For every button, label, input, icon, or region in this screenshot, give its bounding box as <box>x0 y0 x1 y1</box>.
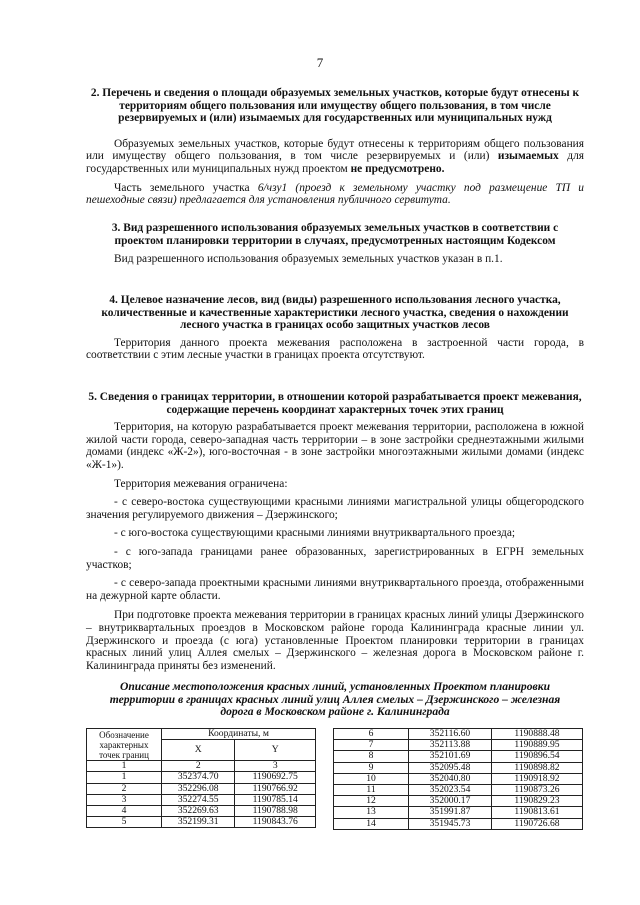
section-3 <box>86 222 584 266</box>
column-number-3: 3 <box>235 761 316 772</box>
table-cell: 1190813.61 <box>491 807 582 818</box>
header-x: X <box>162 740 235 761</box>
table-row <box>334 729 583 740</box>
section-3-paragraph-1: Вид разрешенного использования образуемых земельных участков указан в п.1. <box>114 253 503 266</box>
table-row <box>87 783 316 794</box>
table-cell: 3 <box>87 794 162 805</box>
table-cell: 1190843.76 <box>235 817 316 828</box>
coordinates-table-left <box>86 728 316 828</box>
section-2-heading: 2. Перечень и сведения о площади образуемых земельных участков, которые будут отнесены к территориям общего пользования или имуществу общего пользования, в том числе резервируемых и (или) изымаемых для государственных или муниципальных нужд <box>90 87 580 125</box>
table-cell: 352113.88 <box>409 740 492 751</box>
section-5-paragraph-3: - с северо-востока существующими красными линиями магистральной улицы общегородского значения регулируемого движения – Дзержинского; <box>86 496 584 521</box>
table-cell: 352101.69 <box>409 751 492 762</box>
table-row <box>87 806 316 817</box>
table-cell: 1190785.14 <box>235 794 316 805</box>
section-5-paragraph-1: Территория, на которую разрабатывается проект межевания территории, расположена в южной жилой части города, северо-западная часть территории – в зоне застройки среднеэтажными жилыми домами (индекс «Ж-2»), юго-восточная - в зоне застройки многоэтажными жилыми домами (индекс «Ж-1»). <box>86 421 584 471</box>
section-4-heading: 4. Целевое назначение лесов, вид (виды) разрешенного использования лесного участка, количественные и качественные характеристики лесного участка, сведения о нахождении лесного участка в границах особо защитных участков лесов <box>101 294 569 332</box>
table-cell: 1190898.82 <box>491 762 582 773</box>
table-cell: 9 <box>334 762 409 773</box>
section-4-paragraph-1: Территория данного проекта межевания расположена в застроенной части города, в соответствии с этим лесные участки в границах проекта отсутствуют. <box>86 336 584 362</box>
table-cell: 4 <box>87 806 162 817</box>
table-cell: 1190766.92 <box>235 783 316 794</box>
table-cell: 1190726.68 <box>491 818 582 829</box>
table-cell: 1190918.92 <box>491 773 582 784</box>
section-2-paragraph-2: Часть земельного участка 6/чзу1 (проезд к земельному участку под размещение ТП и пешеходные связи) предлагается для установления публичного сервитута. <box>86 181 584 207</box>
table-cell: 10 <box>334 773 409 784</box>
section-5-paragraph-7: При подготовке проекта межевания территории в границах красных линий улицы Дзержинского – внутриквартальных проездов в Московском районе города Калининграда красные линии ул. Дзержинского и проезда (с юга) установленные Проектом планировки территории в границах красных линий улиц Аллея смелых – Дзержинского – железная дорога в Московском районе г. Калининграда приняты без изменений. <box>86 609 584 672</box>
table-cell: 352000.17 <box>409 796 492 807</box>
header-y: Y <box>235 740 316 761</box>
table-cell: 8 <box>334 751 409 762</box>
table-row <box>334 818 583 829</box>
table-cell: 7 <box>334 740 409 751</box>
table-caption: Описание местоположения красных линий, установленных Проектом планировки территории в границах красных линий улиц Аллея смелых – Дзержинского – железная дорога в Московском районе г. Калининграда <box>109 680 561 719</box>
section-5 <box>86 391 584 672</box>
table-cell: 352374.70 <box>162 772 235 783</box>
table-cell: 11 <box>334 785 409 796</box>
section-5-heading: 5. Сведения о границах территории, в отношении которой разрабатывается проект межевания, содержащие перечень координат характерных точек этих границ <box>88 391 582 416</box>
table-cell: 14 <box>334 818 409 829</box>
section-2 <box>86 87 584 207</box>
section-2-paragraph-1: Образуемых земельных участков, которые будут отнесены к территориям общего пользования или имуществу общего пользования, в том числе резервируемых и (или) изымаемых для государственных или муниципальных нужд проектом не предусмотрено. <box>86 137 584 175</box>
table-cell: 352296.08 <box>162 783 235 794</box>
table-cell: 1190692.75 <box>235 772 316 783</box>
section-5-paragraph-4: - с юго-востока существующими красными линиями внутриквартального проезда; <box>114 527 516 540</box>
table-cell: 12 <box>334 796 409 807</box>
table-cell: 1190896.54 <box>491 751 582 762</box>
table-row <box>87 817 316 828</box>
table-row <box>334 740 583 751</box>
table-cell: 2 <box>87 783 162 794</box>
section-5-paragraph-5: - с юго-запада границами ранее образованных, зарегистрированных в ЕГРН земельных участков; <box>86 545 584 571</box>
section-5-paragraph-6: - с северо-запада проектными красными линиями внутриквартального проезда, отображенными на дежурной карте области. <box>86 577 584 602</box>
table-cell: 1 <box>87 772 162 783</box>
table-cell: 1190788.98 <box>235 806 316 817</box>
table-cell: 352116.60 <box>409 729 492 740</box>
table-cell: 352023.54 <box>409 785 492 796</box>
table-cell: 351991.87 <box>409 807 492 818</box>
table-cell: 352095.48 <box>409 762 492 773</box>
table-row <box>87 794 316 805</box>
table-cell: 351945.73 <box>409 818 492 829</box>
section-5-paragraph-2: Территория межевания ограничена: <box>114 477 288 490</box>
table-cell: 1190829.23 <box>491 796 582 807</box>
table-cell: 352269.63 <box>162 806 235 817</box>
header-point-label: Обозначение характерных точек границ <box>87 729 162 761</box>
column-number-1: 1 <box>87 761 162 772</box>
table-cell: 1190873.26 <box>491 785 582 796</box>
table-row <box>334 785 583 796</box>
table-row <box>334 762 583 773</box>
table-cell: 5 <box>87 817 162 828</box>
table-row <box>334 807 583 818</box>
page-number: 7 <box>316 55 324 70</box>
table-cell: 352040.80 <box>409 773 492 784</box>
section-3-heading: 3. Вид разрешенного использования образуемых земельных участков в соответствии с проектом планировки территории в случаях, предусмотренных настоящим Кодексом <box>111 222 559 247</box>
table-row <box>87 772 316 783</box>
table-row <box>334 773 583 784</box>
coordinates-table-right <box>333 728 583 830</box>
table-cell: 6 <box>334 729 409 740</box>
table-cell: 13 <box>334 807 409 818</box>
table-cell: 1190889.95 <box>491 740 582 751</box>
section-4 <box>86 294 584 362</box>
table-cell: 352274.55 <box>162 794 235 805</box>
table-row <box>334 796 583 807</box>
table-row <box>334 751 583 762</box>
table-cell: 1190888.48 <box>491 729 582 740</box>
table-cell: 352199.31 <box>162 817 235 828</box>
column-number-2: 2 <box>162 761 235 772</box>
header-coordinates: Координаты, м <box>162 729 316 740</box>
